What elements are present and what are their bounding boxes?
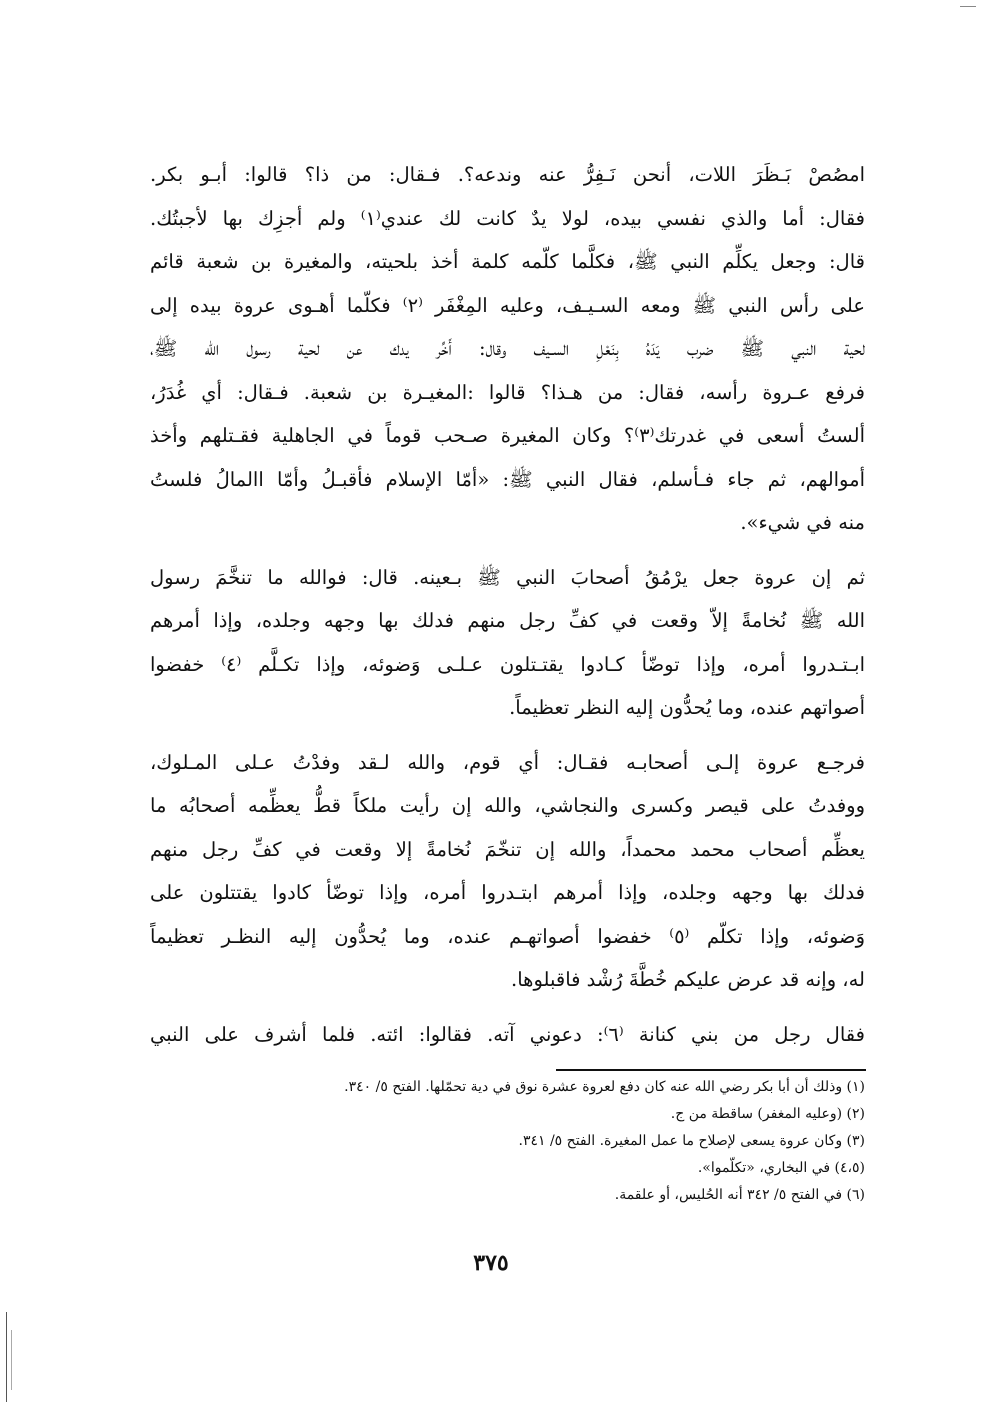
scan-edge-line	[11, 1330, 12, 1390]
text-line: لحية النبي ﷺ ضرب يَدَهُ بِنَعْلِ السـيف وقال: أَخِّر يدك عن لحية رسول الله ﷺ،	[150, 337, 865, 360]
text-line: فقال: أما والذي نفسي بيده، لولا يدٌ كانت لك عندي⁽١⁾ ولم أجزِك بها لأجبتُك.	[150, 206, 865, 230]
footnote: (٤،٥) في البخاري، «تكلّموا».	[697, 1160, 865, 1176]
footnotes	[200, 1074, 865, 1209]
text-line: وَضوئه، وإذا تكلّم ⁽٥⁾ خفضوا أصواتهـم عنده، وما يُحدُّون إليه النظـر تعظيماً	[150, 924, 865, 948]
text-line: أموالهم، ثم جاء فـأسلم، فقال النبي ﷺ: «أمّا الإسلام فأقبـلُ وأمّا االمالُ فلستُ	[150, 467, 865, 491]
paragraph	[150, 741, 865, 1002]
main-text	[150, 153, 865, 1067]
scan-edge-line	[6, 1312, 7, 1402]
text-line: فرفع عـروة رأسه، فقال: من هـذا؟ قالوا :المغيـرة بن شعبة. فـقال: أي غُدَرُ،	[150, 380, 865, 404]
text-line: قال: وجعل يكلِّم النبي ﷺ، فكلَّما كلّمه كلمة أخذ بلحيته، والمغيرة بن شعبة قائم	[150, 250, 865, 273]
text-line: الله ﷺ نُخامةً إلاّ وقعت في كفِّ رجل منهم فدلك بها وجهه وجلده، وإذا أمرهم	[150, 609, 865, 632]
paragraph	[150, 556, 865, 730]
text-line: ابـتـدروا أمره، وإذا توضّأ كـادوا يقتـتلون عـلـى وَضوئه، وإذا تكـلَّم ⁽٤⁾ خفضوا	[150, 652, 865, 676]
text-line: منه في شيء».	[740, 511, 865, 534]
text-line: فرجـع عروة إلـى أصحابـه فقـال: أي قوم، والله لـقد وفدْتُ عـلى المـلوك،	[150, 750, 865, 774]
footnote-separator	[556, 1069, 866, 1071]
text-line: يعظِّم أصحاب محمد محمداً، والله إن تنخّمَ نُخامةً إلا وقعت في كفِّ رجل منهم	[150, 837, 865, 861]
paragraph	[150, 153, 865, 545]
text-line: ثم إن عروة جعل يرْمُقُ أصحابَ النبي ﷺ بـعينه. قال: فوالله ما تنخَّمَ رسول	[150, 565, 865, 589]
page-number: ٣٧٥	[473, 1250, 509, 1276]
text-line: له، وإنه قد عرض عليكم خُطَّةَ رُشْد فاقبلوها.	[511, 968, 865, 991]
footnote: (٣) وكان عروة يسعى لإصلاح ما عمل المغيرة. الفتح ٥/ ٣٤١.	[518, 1133, 865, 1149]
scan-mark	[960, 6, 976, 7]
text-line: امصُصْ بَـظَرَ اللات، أنحن نَـفِرُّ عنه وندعه؟. فـقال: من ذا؟ قالوا: أبـو بكر.	[150, 163, 865, 186]
text-line: ألستُ أسعى في غدرتك⁽٣⁾؟ وكان المغيرة صـحب قوماً في الجاهلية فقـتلهم وأخذ	[150, 424, 865, 447]
text-line: فقال رجل من بني كنانة ⁽٦⁾: دعوني آته. فقالوا: ائته. فلما أشرف على النبي	[150, 1022, 865, 1046]
footnote: (٦) في الفتح ٥/ ٣٤٢ أنه الحُليس، أو علقمة.	[614, 1187, 865, 1203]
text-line: ووفدتُ على قيصر وكسرى والنجاشي، والله إن رأيت ملكاً قطُّ يعظِّمه أصحابُه ما	[150, 794, 865, 817]
footnote: (٢) (وعليه المغفر) ساقطة من ج.	[670, 1106, 865, 1122]
paragraph	[150, 1013, 865, 1057]
footnote: (١) وذلك أن أبا بكر رضي الله عنه كان دفع لعروة عشرة نوق في دية تحمّلها. الفتح ٥/ ٣٤٠.	[344, 1079, 865, 1095]
text-line: فدلك بها وجهه وجلده، وإذا أمرهم ابتـدروا أمره، وإذا توضّأ كادوا يقتتلون على	[150, 881, 865, 904]
text-line: أصواتهم عنده، وما يُحدُّون إليه النظر تعظيماً.	[509, 696, 865, 719]
text-line: على رأس النبي ﷺ ومعه السـيـف، وعليه المِغْفَر ⁽٢⁾ فكلّما أهـوى عروة بيده إلى	[150, 293, 865, 317]
